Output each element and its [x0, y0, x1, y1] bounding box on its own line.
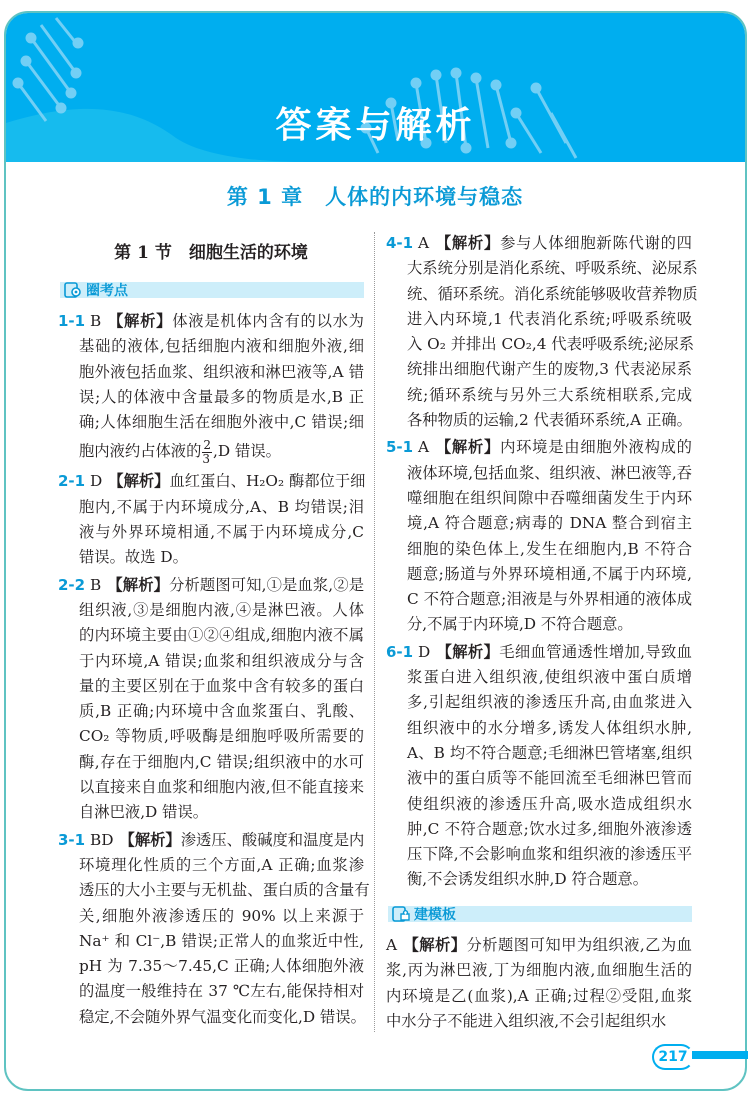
- text-line: [386, 1009, 692, 1034]
- text-line: [386, 511, 692, 536]
- line-text: 组织液中的水分增多,诱发人体组织水肿,: [407, 718, 692, 737]
- line-text: 质,B 正确;内环境中含血浆蛋白、乳酸、: [79, 702, 364, 721]
- text-line: [58, 979, 364, 1004]
- text-line: [58, 410, 364, 435]
- page-number: 217: [652, 1044, 694, 1070]
- text-line: [386, 984, 692, 1009]
- analysis-label: 【解析】: [435, 234, 501, 252]
- line-text: 多,引起组织液的渗透压升高,由血浆进入: [407, 693, 692, 712]
- line-text: 使组织液的渗透压升高,吸水造成组织水: [407, 794, 692, 813]
- text-line: [386, 231, 692, 256]
- line-text: CO₂ 等物质,呼吸酶是细胞呼吸所需要的: [79, 727, 364, 746]
- text-line: [386, 690, 692, 715]
- text-line: [386, 933, 692, 958]
- text-line: [386, 792, 692, 817]
- text-line: [386, 587, 692, 612]
- analysis-label: 【解析】: [107, 575, 170, 594]
- line-text: 胞内,不属于内环境成分,A、B 均错误;泪: [79, 497, 364, 516]
- text-line: [58, 724, 364, 749]
- line-text: 衡,不会诱发组织水肿,D 符合题意。: [407, 870, 649, 889]
- text-line: [58, 1005, 364, 1030]
- line-text: 内环境是由细胞外液构成的: [500, 438, 692, 457]
- text-line: [386, 537, 692, 562]
- text-line: [58, 360, 364, 385]
- answer-entry: [58, 828, 370, 1030]
- line-text: 错误。故选 D。: [79, 548, 188, 567]
- line-text: 自淋巴液,D 错误。: [79, 803, 209, 822]
- answer-entry: [386, 640, 692, 893]
- question-number: 2-2: [58, 575, 86, 594]
- answer-entry: [386, 435, 692, 637]
- line-text: 分析题图可知,①是血浆,②是: [169, 575, 364, 594]
- question-number: 4-1: [386, 234, 414, 252]
- answer-choice: BD: [90, 830, 114, 849]
- target-doc-icon: [64, 282, 82, 298]
- line-text: 于内环境,A 错误;血浆和组织液成分与含: [79, 651, 364, 670]
- answer-entry: [58, 469, 364, 570]
- text-line: [386, 256, 698, 281]
- line-text: 的内环境主要由①②④组成,细胞内液不属: [79, 626, 364, 645]
- text-line: [58, 309, 364, 334]
- line-text: 基础的液体,包括细胞内液和细胞外液,细: [79, 337, 364, 356]
- jianmoban-bar: [388, 906, 692, 922]
- line-text: C 不符合题意;泪液是与外界相通的液体成: [407, 590, 692, 609]
- text-line: [386, 357, 692, 382]
- text-line: [386, 282, 698, 307]
- line-text: 压下降,不会影响血浆和组织液的渗透压平: [407, 845, 692, 864]
- text-line: [386, 486, 692, 511]
- analysis-label: 【解析】: [108, 472, 170, 491]
- line-text: 的温度一般维持在 37 ℃左右,能保持相对: [79, 982, 364, 1001]
- left-column: [58, 307, 370, 1030]
- text-line: [386, 332, 695, 357]
- line-text: 误;人的体液中含量最多的物质是水,B 正: [79, 387, 364, 406]
- text-line: [386, 307, 692, 332]
- line-text: Na⁺ 和 Cl⁻,B 错误;正常人的血浆近中性,: [79, 931, 364, 950]
- line-text: 胞外液包括血浆、组织液和淋巴液等,A 错: [79, 362, 364, 381]
- analysis-label: 【解析】: [403, 936, 467, 954]
- line-text: pH 为 7.35～7.45,C 正确;人体细胞外液: [79, 957, 364, 976]
- answer-entry: [386, 933, 692, 1034]
- line-text: 内环境是乙(血浆),A 正确;过程②受阻,血浆: [386, 986, 692, 1005]
- text-line: [386, 612, 692, 637]
- line-text: 环境理化性质的三个方面,A 正确;血浆渗: [79, 855, 364, 874]
- text-line: [58, 853, 364, 878]
- kaodian-label: 圈考点: [86, 283, 128, 299]
- line-text: 统、循环系统。消化系统能够吸收营养物质: [407, 284, 698, 303]
- line-text: 确;人体细胞生活在细胞外液中,C 错误;细: [79, 413, 364, 432]
- text-line: [386, 842, 692, 867]
- question-number: 2-1: [58, 472, 86, 491]
- text-line: [58, 495, 364, 520]
- text-line: [386, 461, 692, 486]
- line-text: 细胞的染色体上,发生在细胞内,B 不符合: [407, 539, 692, 558]
- column-divider: [374, 232, 375, 1032]
- line-text: 透压的大小主要与无机盐、蛋白质的含量有: [79, 881, 370, 900]
- question-number: 5-1: [386, 438, 414, 457]
- line-text: 噬细胞在组织间隙中吞噬细菌发生于内环: [407, 488, 692, 507]
- line-text: 血红蛋白、H₂O₂ 酶都位于细: [169, 472, 366, 491]
- line-text: 参与人体细胞新陈代谢的四: [500, 234, 692, 252]
- line-text: 渗透压、酸碱度和温度是内: [180, 830, 365, 849]
- answer-choice: D: [418, 642, 431, 661]
- text-line: [58, 649, 364, 674]
- answer-choice: A: [418, 438, 430, 457]
- section-title: 第 1 节 细胞生活的环境: [114, 243, 308, 263]
- line-text: 液体环境,包括血浆、组织液、淋巴液等,吞: [407, 463, 693, 482]
- text-line: [58, 469, 364, 494]
- line-text: A、B 均不符合题意;毛细淋巴管堵塞,组织: [407, 743, 692, 762]
- text-line: [58, 385, 364, 410]
- chapter-title: 第 1 章 人体的内环境与稳态: [226, 185, 524, 209]
- line-text: 液与外界环境相通,不属于内环境成分,C: [79, 523, 364, 542]
- text-line: [386, 665, 692, 690]
- line-text: 量的主要区别在于血浆中含有较多的蛋白: [79, 676, 364, 695]
- model-answer: [386, 931, 692, 1034]
- text-line: [58, 520, 364, 545]
- line-text: 统;循环系统与另外三大系统相联系,完成: [407, 385, 692, 404]
- header-banner: [6, 13, 745, 162]
- text-line: [386, 867, 692, 892]
- text-line: [58, 699, 364, 724]
- line-text: 进入内环境,1 代表消化系统;呼吸系统吸: [407, 309, 692, 328]
- text-line: [58, 573, 364, 598]
- line-text: 入 O₂ 并排出 CO₂,4 代表呼吸系统;泌尿系: [407, 335, 695, 354]
- analysis-label: 【解析】: [107, 312, 173, 330]
- text-line: [58, 878, 370, 903]
- line-text: 中水分子不能进入组织液,不会引起组织水: [386, 1011, 667, 1030]
- line-text: 体液是机体内含有的以水为: [172, 312, 364, 330]
- line-text: 各种物质的运输,2 代表循环系统,A 正确。: [407, 411, 692, 430]
- line-text: 题意;肠道与外界环境相通,不属于内环境,: [407, 564, 692, 583]
- line-text: 大系统分别是消化系统、呼吸系统、泌尿系: [407, 259, 698, 278]
- answer-entry: [58, 309, 364, 467]
- answer-choice: A: [386, 936, 398, 954]
- analysis-label: 【解析】: [435, 438, 501, 457]
- question-number: 3-1: [58, 830, 86, 849]
- text-line: [58, 334, 364, 359]
- text-line: [58, 750, 364, 775]
- text-line: [386, 435, 692, 460]
- answer-choice: B: [90, 575, 102, 594]
- fraction-numerator: 2: [203, 437, 212, 452]
- line-text: 浆蛋白进入组织液,使组织液中蛋白质增: [407, 668, 692, 687]
- line-text: 浆,丙为淋巴液,丁为细胞内液,血细胞生活的: [386, 961, 692, 980]
- answer-choice: B: [90, 312, 102, 330]
- jianmoban-label: 建模板: [414, 907, 456, 923]
- analysis-label: 【解析】: [119, 830, 181, 849]
- answer-entry: [386, 231, 698, 433]
- text-line: [386, 408, 692, 433]
- text-line: [58, 674, 364, 699]
- puzzle-doc-icon: [392, 906, 410, 922]
- text-line: [58, 904, 364, 929]
- analysis-label: 【解析】: [436, 642, 500, 661]
- text-line: [58, 545, 364, 570]
- kaodian-bar: [60, 282, 364, 298]
- text-line: [58, 828, 364, 853]
- text-line: [58, 775, 364, 800]
- line-text: 毛细血管通透性增加,导致血: [499, 642, 692, 661]
- text-line: [58, 435, 364, 467]
- line-text: 境,A 符合题意;病毒的 DNA 整合到宿主: [407, 514, 692, 533]
- answer-choice: A: [418, 234, 430, 252]
- text-line: [58, 929, 364, 954]
- line-text: 肿,C 不符合题意;饮水过多,细胞外液渗透: [407, 819, 692, 838]
- banner-title: 答案与解析: [275, 105, 476, 146]
- text-line: [386, 817, 692, 842]
- text-line: [58, 623, 364, 648]
- line-text: 组织液,③是细胞内液,④是淋巴液。人体: [79, 600, 364, 619]
- question-number: 1-1: [58, 312, 86, 330]
- line-text: 以直接来自血浆和细胞内液,但不能直接来: [79, 778, 364, 797]
- answer-entry: [58, 573, 364, 826]
- right-column: [386, 229, 698, 893]
- fraction-denominator: 3: [202, 451, 211, 466]
- text-line: [58, 800, 364, 825]
- line-text: 统排出细胞代谢产生的废物,3 代表泌尿系: [407, 360, 692, 379]
- text-line: [386, 383, 692, 408]
- page-number-bar: [692, 1051, 748, 1059]
- line-text: ,D 错误。: [213, 442, 281, 461]
- line-text: 液中的蛋白质等不能回流至毛细淋巴管而: [407, 769, 692, 788]
- line-text: 关,细胞外液渗透压的 90% 以上来源于: [79, 906, 364, 925]
- text-line: [386, 958, 692, 983]
- text-line: [58, 598, 364, 623]
- text-line: [386, 716, 692, 741]
- line-text: 分析题图可知甲为组织液,乙为血: [466, 936, 692, 954]
- text-line: [386, 741, 692, 766]
- line-text: 胞内液约占体液的: [79, 442, 202, 461]
- line-text: 稳定,不会随外界气温变化而变化,D 错误。: [79, 1007, 366, 1026]
- fraction: [202, 439, 212, 466]
- text-line: [386, 640, 692, 665]
- question-number: 6-1: [386, 642, 414, 661]
- line-text: 分,不属于内环境,D 不符合题意。: [407, 615, 633, 634]
- line-text: 酶,存在于细胞内,C 错误;组织液中的水可: [79, 752, 364, 771]
- answer-choice: D: [90, 472, 103, 491]
- text-line: [386, 562, 692, 587]
- text-line: [386, 766, 692, 791]
- text-line: [58, 954, 364, 979]
